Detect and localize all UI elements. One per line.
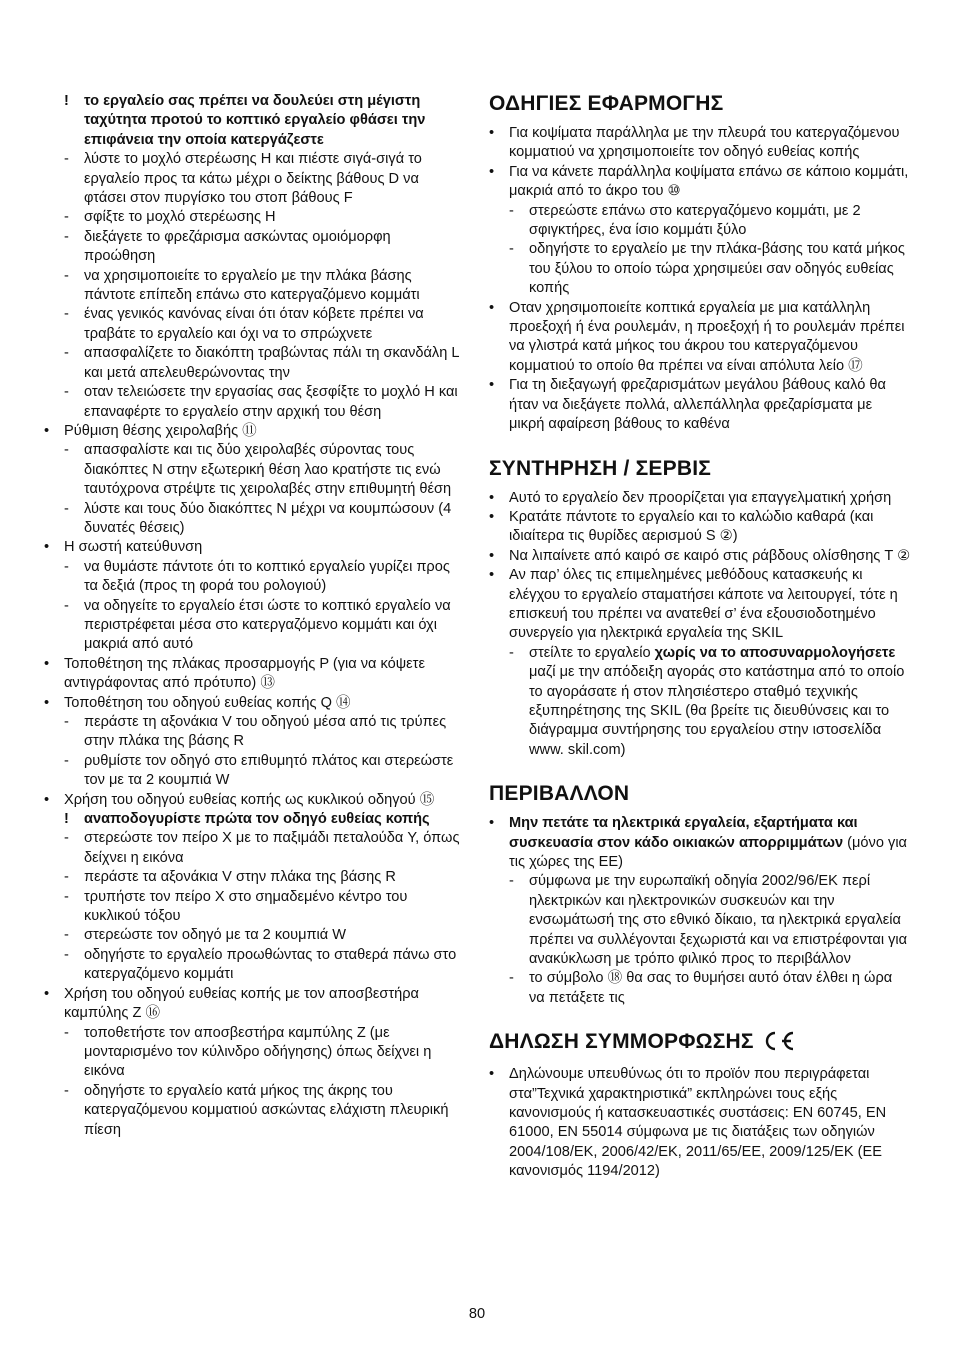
item-text: ρυθμίστε τον οδηγό στο επιθυμητό πλάτος και στερεώστε τον με τα 2 κουμπιά W (84, 752, 454, 789)
item-text: Για να κάνετε παράλληλα κοψίματα επάνω σε κάποιο κομμάτι, μακριά από το άκρο του ⑩ (509, 163, 909, 200)
section (489, 1030, 911, 1181)
section-heading (489, 782, 911, 806)
list-item (489, 814, 911, 872)
list-item (489, 299, 911, 377)
list-item (44, 985, 464, 1024)
list-marker: - (64, 306, 69, 323)
section (489, 782, 911, 1008)
page-number: 80 (468, 1306, 486, 1322)
sub-list-item (489, 969, 911, 1008)
sub-list-item (44, 829, 464, 868)
list-marker: - (64, 442, 69, 459)
sub-list-item (489, 872, 911, 969)
section (489, 457, 911, 761)
list-item (489, 489, 911, 508)
list-marker: ! (64, 811, 69, 828)
list-marker: - (509, 970, 514, 987)
item-text: αναποδογυρίστε πρώτα τον οδηγό ευθείας κοπής (84, 811, 430, 828)
sub-list-item (44, 344, 464, 383)
list-item (44, 538, 464, 557)
section-title: ΔΗΛΩΣΗ ΣΥΜΜΟΡΦΩΣΗΣ (489, 1030, 754, 1054)
list-marker: - (64, 151, 69, 168)
item-text: να χρησιμοποιείτε το εργαλείο με την πλάκα βάσης πάντοτε επίπεδη επάνω στο κατεργαζόμενο κομμάτι (84, 267, 420, 304)
item-text: Κρατάτε πάντοτε το εργαλείο και το καλώδιο καθαρά (και ιδιαίτερα τις θυρίδες αερισμού S ②) (509, 508, 874, 545)
sub-list-item (44, 752, 464, 791)
list-marker: - (64, 1024, 69, 1041)
sub-list-item (44, 305, 464, 344)
item-text: λύστε το μοχλό στερέωσης H και πιέστε σιγά-σιγά το εργαλείο προς τα κάτω μέχρι ο δείκτης βάθους D να φτάσει στον πυργίσκο του στοπ βάθους F (84, 151, 422, 207)
list-item (44, 655, 464, 694)
list-marker: • (489, 508, 495, 525)
sub-list-item (44, 926, 464, 945)
list-marker: - (64, 830, 69, 847)
item-text: μαζί με την απόδειξη αγοράς στο κατάστημα από το οποίο το αγοράσατε ή στον πλησιέστερο σταθμό τεχνικής εξυπηρέτησης της SKIL (θα βρείτε τις διευθύνσεις και το διάγραμμα συντήρησης του εργαλείου στην ιστοσελίδα www. skil.com) (529, 664, 905, 758)
item-text: Χρήση του οδηγού ευθείας κοπής ως κυκλικού οδηγού ⑮ (64, 791, 435, 808)
list-marker: - (64, 597, 69, 614)
item-text: Αν παρ’ όλες τις επιμελημένες μεθόδους κατασκευής κι ελέγχου το εργαλείο σταματήσει κάποτε να λειτουργεί, τότε η επισκευή του πρέπει να ανατεθεί σ’ ένα εξουσιοδοτημένο συνεργείο για ηλεκτρικά εργαλεία της SKIL (509, 567, 898, 642)
item-text: οδηγήστε το εργαλείο προωθώντας το σταθερά πάνω στο κατεργαζόμενο κομμάτι (84, 946, 457, 983)
sub-list-item (44, 267, 464, 306)
section-heading (489, 457, 911, 481)
sub-list-item (44, 868, 464, 887)
item-text: σύμφωνα με την ευρωπαϊκή οδηγία 2002/96/ΕΚ περί ηλεκτρικών και ηλεκτρονικών συσκευών και την ενσωμάτωσή της στο εθνικό δίκαιο, τα ηλεκτρικά εργαλεία πρέπει να συλλέγονται ξεχωριστά και να επιστρέφονται για ανακύκλωση με τρόπο φιλικό προς το περιβάλλον (529, 873, 908, 968)
item-text: τοποθετήστε τον αποσβεστήρα καμπύλης Z (με μονταρισμένο τον κύλινδρο οδήγησης) όπως δείχνει η εικόνα (84, 1024, 432, 1080)
sub-list-item (44, 888, 464, 927)
sub-list-item (44, 441, 464, 499)
item-text: το εργαλείο σας πρέπει να δουλεύει στη μέγιστη ταχύτητα προτού το κοπτικό εργαλείο φθάσει την επιφάνεια την οποία κατεργάζεστε (84, 93, 426, 148)
item-text: τρυπήστε τον πείρο X στο σημαδεμένο κέντρο του κυκλικού τόξου (84, 888, 408, 925)
sub-list-item (489, 240, 911, 298)
item-text: Τοποθέτηση του οδηγού ευθείας κοπής Q ⑭ (64, 694, 351, 711)
sub-list-item (44, 1082, 464, 1140)
list-marker: • (44, 539, 50, 556)
list-marker: • (489, 815, 495, 832)
list-marker: • (44, 791, 50, 808)
item-text: Τοποθέτηση της πλάκας προσαρμογής P (για να κόψετε αντιγράφοντας από πρότυπο) ⑬ (64, 655, 425, 692)
sub-list-item (44, 500, 464, 539)
item-text-bold: Μην πετάτε τα ηλεκτρικά εργαλεία, εξαρτήματα και συσκευασία στον κάδο οικιακών απορριμμάτων (509, 815, 858, 851)
list-marker: - (64, 384, 69, 401)
item-text: διεξάγετε το φρεζάρισμα ασκώντας ομοιόμορφη προώθηση (84, 228, 391, 265)
list-marker: • (489, 567, 495, 584)
list-item (489, 566, 911, 644)
sub-list-item (489, 644, 911, 760)
item-text: να οδηγείτε το εργαλείο έτσι ώστε το κοπτικό εργαλείο να περιστρέφεται μέσα στο κατεργαζόμενο κομμάτι και όχι μακριά από αυτό (84, 597, 451, 653)
section-title: ΣΥΝΤΗΡΗΣΗ / ΣΕΡΒΙΣ (489, 456, 712, 480)
item-text: Χρήση του οδηγού ευθείας κοπής με τον αποσβεστήρα καμπύλης Z ⑯ (64, 985, 419, 1022)
sub-list-item (44, 713, 464, 752)
item-text: ένας γενικός κανόνας είναι ότι όταν κόβετε πρέπει να τραβάτε το εργαλείο και όχι να το σπρώχνετε (84, 306, 424, 342)
list-marker: - (64, 946, 69, 963)
sub-list-item (44, 228, 464, 267)
item-text: απασφαλίζετε το διακόπτη τραβώντας πάλι τη σκανδάλη L και μετά απελευθερώνοντας την (84, 345, 459, 381)
item-text: οδηγήστε το εργαλείο με την πλάκα-βάσης του κατά μήκος του ξύλου το οποίο τώρα χρησιμεύει σαν οδηγός ευθείας κοπής (529, 241, 905, 297)
list-marker: • (489, 547, 495, 564)
list-item (44, 791, 464, 810)
sub-list-item (44, 92, 464, 150)
list-marker: - (64, 500, 69, 517)
list-item (489, 1065, 911, 1181)
item-text-lead: στείλτε το εργαλείο (529, 644, 655, 661)
list-marker: - (64, 228, 69, 245)
sub-list-item (44, 208, 464, 227)
list-marker: - (509, 202, 514, 219)
sub-list-item (44, 1024, 464, 1082)
ce-mark-icon (760, 1031, 796, 1057)
list-marker: - (64, 267, 69, 284)
list-marker: - (64, 345, 69, 362)
left-column (44, 92, 464, 1140)
list-marker: • (489, 489, 495, 506)
section-heading (489, 92, 911, 116)
sub-list-item (44, 810, 464, 829)
list-marker: - (64, 869, 69, 886)
item-text: στερεώστε τον πείρο X με το παξιμάδι πεταλούδα Y, όπως δείχνει η εικόνα (84, 830, 460, 866)
sub-list-item (44, 558, 464, 597)
list-marker: • (44, 985, 50, 1002)
item-text-bold: χωρίς να το αποσυναρμολογήσετε (654, 644, 896, 661)
list-item (489, 376, 911, 434)
section-title: ΟΔΗΓΙΕΣ ΕΦΑΡΜΟΓΗΣ (489, 92, 724, 115)
list-item (489, 508, 911, 547)
list-marker: - (64, 558, 69, 575)
item-text: Οταν χρησιμοποιείτε κοπτικά εργαλεία με μια κατάλληλη προεξοχή ή ένα ρουλεμάν, η προεξοχή ή το ρουλεμάν πρέπει να γλιστρά κατά μήκος του άκρου του κατεργαζόμενου κομματιού το οποίο θα πρέπει να είναι απόλυτα λείο ⑰ (509, 299, 905, 374)
list-marker: - (64, 752, 69, 769)
list-marker: • (489, 299, 495, 316)
item-text: στερεώστε τον οδηγό με τα 2 κουμπιά W (84, 927, 347, 944)
list-marker: - (64, 888, 69, 905)
list-marker: - (509, 873, 514, 890)
sub-list-item (44, 383, 464, 422)
item-text: Δηλώνουμε υπευθύνως ότι το προϊόν που περιγράφεται στα”Τεχνικά χαρακτηριστικά” εκπληρώνει τους εξής κανονισμούς ή κατασκευαστικές συστάσεις: EN 60745, EN 61000, EN 55014 σύμφωνα με τις διατάξεις των οδηγιών 2004/108/EK, 2006/42/EK, 2011/65/ΕΕ, 2009/125/ΕΚ (ΕΕ κανονισμός 1194/2012) (509, 1066, 887, 1180)
item-text: (μόνο για τις χώρες της ΕΕ) (509, 834, 907, 870)
item-text: σφίξτε το μοχλό στερέωσης H (84, 209, 276, 226)
list-marker: • (489, 125, 495, 141)
list-item (489, 547, 911, 566)
list-item (44, 422, 464, 441)
item-text: Αυτό το εργαλείο δεν προορίζεται για επαγγελματική χρήση (509, 489, 892, 506)
item-text: απασφαλίστε και τις δύο χειρολαβές σύροντας τους διακόπτες N στην εξωτερική θέση λαο κρατήστε τις ενώ ταυτόχρονα στρέψτε τις χειρολαβές στην επιθυμητή θέση (84, 442, 452, 498)
section-heading (489, 1030, 911, 1057)
list-marker: • (44, 422, 50, 439)
sub-list-item (489, 202, 911, 241)
list-item (44, 694, 464, 713)
item-text: Για τη διεξαγωγή φρεζαρισμάτων μεγάλου βάθους καλό θα ήταν να διεξάγετε πολλά, αλλεπάλληλα φρεζαρίσματα με μικρή αφαίρεση βάθους το καθένα (509, 377, 886, 433)
item-text: στερεώστε επάνω στο κατεργαζόμενο κομμάτι, με 2 σφιγκτήρες, ένα ίσιο κομμάτι ξύλο (529, 202, 861, 239)
list-marker: - (64, 209, 69, 226)
sub-list-item (44, 946, 464, 985)
list-marker: • (44, 655, 50, 672)
item-text: λύστε και τους δύο διακόπτες N μέχρι να κουμπώσουν (4 δυνατές θέσεις) (84, 500, 452, 536)
item-text: περάστε τη αξονάκια V του οδηγού μέσα από τις τρύπες στην πλάκα της βάσης R (84, 714, 447, 750)
section-title: ΠΕΡΙΒΑΛΛΟΝ (489, 782, 630, 806)
sub-list-item (44, 150, 464, 208)
sub-list-item (44, 597, 464, 655)
item-text: Ρύθμιση θέσης χειρολαβής ⑪ (64, 422, 257, 439)
list-marker: ! (64, 93, 69, 109)
item-text: Για κοψίματα παράλληλα με την πλευρά του κατεργαζόμενου κομματιού να χρησιμοποιείτε τον οδηγό ευθείας κοπής (509, 125, 900, 161)
right-column (489, 92, 911, 1204)
list-item (489, 124, 911, 163)
list-marker: • (489, 377, 495, 394)
list-marker: • (489, 1066, 495, 1083)
list-marker: - (509, 644, 514, 661)
item-text: το σύμβολο ⑱ θα σας το θυμήσει αυτό όταν έλθει η ώρα να πετάξετε τις (529, 970, 893, 1006)
item-text: οταν τελειώσετε την εργασίας σας ξεσφίξτε το μοχλό H και επαναφέρτε το εργαλείο στην αρχική του θέση (84, 384, 458, 420)
item-text: Να λιπαίνετε από καιρό σε καιρό στις ράβδους ολίσθησης T ② (509, 547, 911, 564)
list-marker: - (64, 1082, 69, 1099)
list-marker: - (64, 927, 69, 944)
item-text: να θυμάστε πάντοτε ότι το κοπτικό εργαλείο γυρίζει προς τα δεξιά (προς τη φορά του ρολογιού) (84, 558, 450, 595)
list-marker: • (44, 694, 50, 711)
item-text: οδηγήστε το εργαλείο κατά μήκος της άκρης του κατεργαζόμενου κομματιού ασκώντας ελάχιστη πλευρική πίεση (84, 1082, 449, 1138)
list-marker: - (64, 714, 69, 730)
item-text: περάστε τα αξονάκια V στην πλάκα της βάσης R (84, 869, 396, 886)
section (489, 92, 911, 435)
list-item (489, 163, 911, 202)
list-marker: - (509, 241, 514, 258)
item-text: Η σωστή κατεύθυνση (64, 539, 203, 556)
list-marker: • (489, 163, 495, 180)
